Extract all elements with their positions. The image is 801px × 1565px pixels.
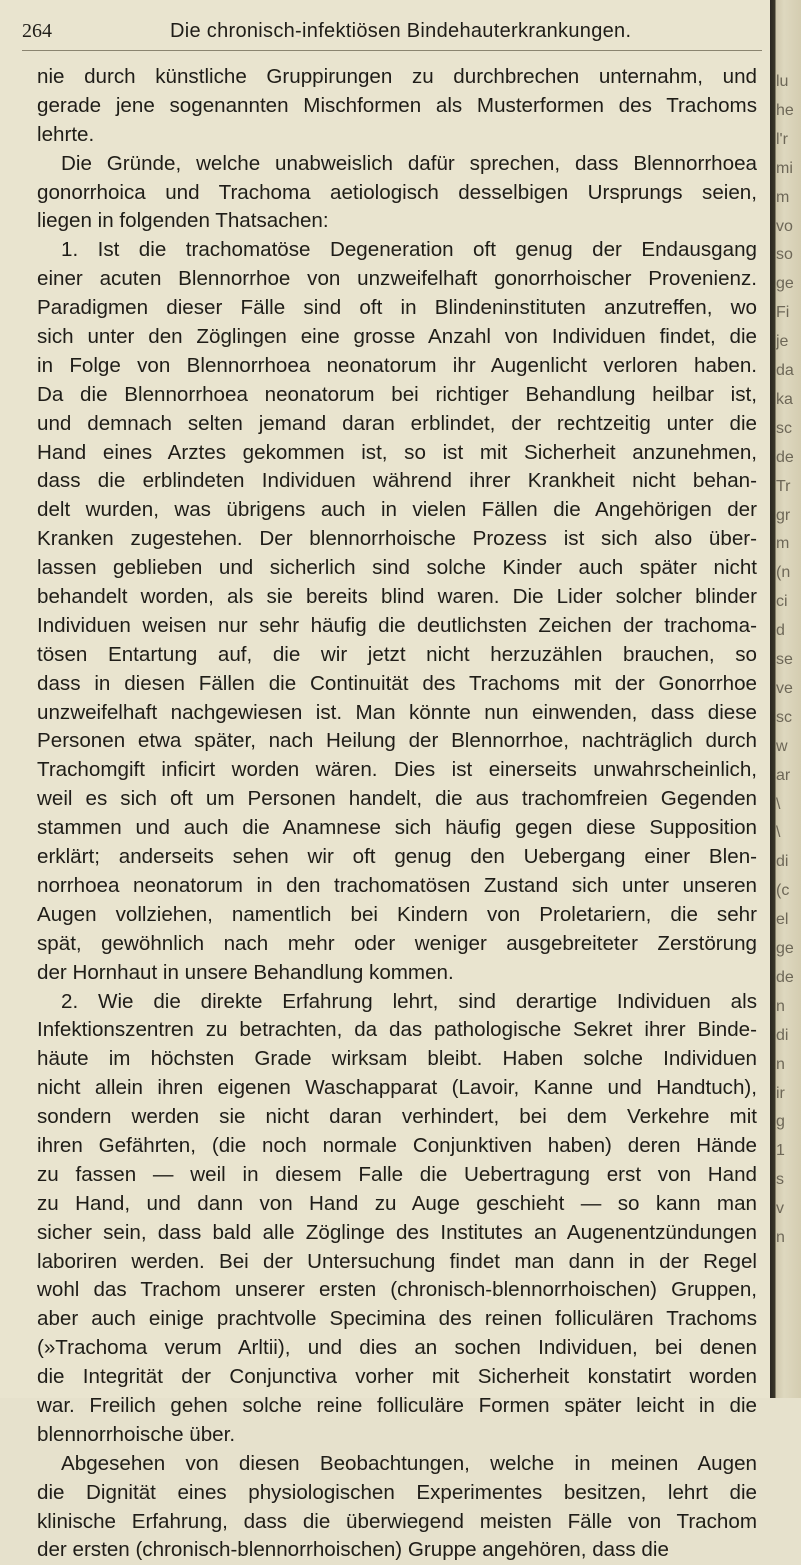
text-line: die Integrität der Conjunctiva vorher mit Sicherheit konstatirt worden xyxy=(37,1365,757,1389)
text-line: klinische Erfahrung, dass die überwiegend meisten Fälle von Trachom xyxy=(37,1509,757,1533)
text-line: sich unter den Zöglingen eine grosse Anzahl von Individuen findet, die xyxy=(37,325,757,349)
facing-page-fragment: sc xyxy=(776,419,792,437)
text-line: liegen in folgenden Thatsachen: xyxy=(37,209,329,233)
facing-page-fragment: el xyxy=(776,911,789,929)
text-line: Paradigmen dieser Fälle sind oft in Blindeninstituten anzutreffen, wo xyxy=(37,296,757,320)
text-line: norrhoea neonatorum in den trachomatösen Zustand sich unter unseren xyxy=(37,873,757,897)
text-line: Da die Blennorrhoea neonatorum bei richtiger Behandlung heilbar ist, xyxy=(37,382,757,406)
text-line: erklärt; anderseits sehen wir oft genug den Uebergang einer Blen- xyxy=(37,845,757,869)
facing-page-fragment: sc xyxy=(776,708,792,726)
text-line: wohl das Trachom unserer ersten (chronisch-blennorrhoischen) Gruppen, xyxy=(37,1278,757,1302)
facing-page-fragment: l'r xyxy=(776,130,788,148)
text-line: sondern werden sie nicht daran verhindert, bei dem Verkehre mit xyxy=(37,1105,757,1129)
page-number: 264 xyxy=(22,20,52,42)
text-line: stammen und auch die Anamnese sich häufig gegen diese Supposition xyxy=(37,816,757,840)
text-line: gerade jene sogenannten Mischformen als Musterformen des Trachoms xyxy=(37,93,757,117)
text-line: die Dignität eines physiologischen Experimentes besitzen, lehrt die xyxy=(37,1480,757,1504)
facing-page-fragment: se xyxy=(776,651,793,668)
text-line: unzweifelhaft nachgewiesen ist. Man könnte nun einwenden, dass diese xyxy=(37,700,757,724)
running-title: Die chronisch-infektiösen Bindehauterkrankungen. xyxy=(170,20,632,42)
facing-page-fragment: s xyxy=(776,1171,784,1189)
text-line: blennorrhoische über. xyxy=(37,1422,236,1446)
facing-page-fragment: 1 xyxy=(776,1142,785,1160)
text-line: nie durch künstliche Gruppirungen zu durchbrechen unternahm, und xyxy=(37,65,757,88)
facing-page-fragment: de xyxy=(776,448,794,466)
text-line: Hand eines Arztes gekommen ist, so ist mit Sicherheit anzunehmen, xyxy=(37,440,757,464)
facing-page-fragment: de xyxy=(776,968,794,986)
text-line: Abgesehen von diesen Beobachtungen, welche in meinen Augen xyxy=(61,1451,757,1475)
facing-page-fragment: d xyxy=(776,622,785,640)
facing-page-fragment: Tr xyxy=(776,477,791,495)
facing-page-fragment: mi xyxy=(776,159,793,177)
text-line: Kranken zugestehen. Der blennorrhoische Prozess ist sich also über- xyxy=(37,527,757,551)
facing-page-fragment: g xyxy=(776,1113,785,1131)
text-line: 2. Wie die direkte Erfahrung lehrt, sind derartige Individuen als xyxy=(61,989,757,1013)
facing-page-fragment: di xyxy=(776,1026,789,1044)
facing-page-fragment: w xyxy=(776,737,788,755)
text-line: zu Hand, und dann von Hand zu Auge geschieht — so kann man xyxy=(37,1191,757,1215)
facing-page-fragment: n xyxy=(776,1055,785,1073)
facing-page-fragment: n xyxy=(776,997,785,1015)
facing-page-fragment: \ xyxy=(776,824,781,842)
body-text xyxy=(37,63,757,1565)
facing-page-fragment: m xyxy=(776,535,790,553)
facing-page-fragment: ve xyxy=(776,679,793,697)
text-line: delt wurden, was übrigens auch in vielen Fällen die Angehörigen der xyxy=(37,498,757,522)
text-line: tösen Entartung auf, die wir jetzt nicht herzuzählen brauchen, so xyxy=(37,642,757,666)
text-line: spät, gewöhnlich nach mehr oder weniger ausgebreiteter Zerstörung xyxy=(37,931,757,955)
text-line: Die Gründe, welche unabweislich dafür sprechen, dass Blennorrhoea xyxy=(61,151,757,175)
text-line: laboriren werden. Bei der Untersuchung findet man dann in der Regel xyxy=(37,1249,757,1273)
facing-page-fragment: m xyxy=(776,188,790,206)
text-line: lassen geblieben und sicherlich sind solche Kinder auch später nicht xyxy=(37,556,757,580)
facing-page-fragment: so xyxy=(776,246,793,264)
text-line: Infektionszentren zu betrachten, da das pathologische Sekret ihrer Binde- xyxy=(37,1018,757,1042)
facing-page-fragment: ir xyxy=(776,1084,785,1102)
facing-page-fragment: ge xyxy=(776,275,794,293)
facing-page-fragment: ci xyxy=(776,593,788,611)
facing-page-fragment: vo xyxy=(776,217,793,235)
text-line: behandelt worden, als sie bereits blind waren. Die Lider solcher blinder xyxy=(37,585,757,609)
text-line: aber auch einige prachtvolle Specimina des reinen folliculären Trachoms xyxy=(37,1307,757,1331)
text-line: dass in diesen Fällen die Continuität des Trachoms mit der Gonorrhoe xyxy=(37,671,757,695)
text-line: und demnach selten jemand daran erblindet, der rechtzeitig unter die xyxy=(37,411,757,435)
text-line: einer acuten Blennorrhoe von unzweifelhaft gonorrhoischer Provenienz. xyxy=(37,267,757,291)
text-line: in Folge von Blennorrhoea neonatorum ihr Augenlicht verloren haben. xyxy=(37,353,757,377)
text-line: Personen etwa später, nach Heilung der Blennorrhoe, nachträglich durch xyxy=(37,729,757,753)
text-line: dass die erblindeten Individuen während ihrer Krankheit nicht behan- xyxy=(37,469,757,493)
page-header xyxy=(22,18,762,51)
text-line: ihren Gefährten, (die noch normale Conjunktiven haben) deren Hände xyxy=(37,1133,757,1157)
text-line: zu fassen — weil in diesem Falle die Uebertragung erst von Hand xyxy=(37,1162,757,1186)
facing-page-fragment: \ xyxy=(776,795,781,813)
text-line: der Hornhaut in unsere Behandlung kommen. xyxy=(37,960,454,984)
facing-page-fragment: ka xyxy=(776,390,793,408)
text-line: der ersten (chronisch-blennorrhoischen) Gruppe angehören, dass die xyxy=(37,1538,669,1562)
facing-page-fragment: (n xyxy=(776,564,791,582)
text-line: sicher sein, dass bald alle Zöglinge des Institutes an Augenentzündungen xyxy=(37,1220,757,1244)
facing-page-fragment: (c xyxy=(776,882,790,900)
facing-page-fragment: gr xyxy=(776,506,791,524)
text-line: Individuen weisen nur sehr häufig die deutlichsten Zeichen der trachoma- xyxy=(37,613,757,637)
facing-page-fragment: ar xyxy=(776,766,791,784)
facing-page-fragment: lu xyxy=(776,73,789,90)
text-line: gonorrhoica und Trachoma aetiologisch desselbigen Ursprungs seien, xyxy=(37,180,757,204)
facing-page-fragment: ge xyxy=(776,940,794,957)
text-line: weil es sich oft um Personen handelt, die aus trachomfreien Gegenden xyxy=(37,787,757,811)
facing-page-fragment: he xyxy=(776,101,794,119)
facing-page-fragment: Fi xyxy=(776,304,790,322)
text-line: Trachomgift inficirt worden wären. Dies ist einerseits unwahrscheinlich, xyxy=(37,758,757,782)
text-line: häute im höchsten Grade wirksam bleibt. Haben solche Individuen xyxy=(37,1047,757,1071)
text-line: Augen vollziehen, namentlich bei Kindern von Proletariern, die sehr xyxy=(37,902,757,926)
facing-page-fragment: v xyxy=(776,1200,784,1218)
facing-page-fragment: je xyxy=(776,333,789,351)
facing-page-fragment: da xyxy=(776,362,794,379)
text-line: nicht allein ihren eigenen Waschapparat (Lavoir, Kanne und Handtuch), xyxy=(37,1076,757,1100)
text-line: (»Trachoma verum Arltii), und dies an sochen Individuen, bei denen xyxy=(37,1336,757,1360)
facing-page-fragment: di xyxy=(776,853,789,871)
text-line: war. Freilich gehen solche reine folliculäre Formen später leicht in die xyxy=(37,1393,757,1417)
text-line: lehrte. xyxy=(37,122,95,146)
facing-page-fragment: n xyxy=(776,1229,785,1246)
text-line: 1. Ist die trachomatöse Degeneration oft genug der Endausgang xyxy=(61,238,757,262)
